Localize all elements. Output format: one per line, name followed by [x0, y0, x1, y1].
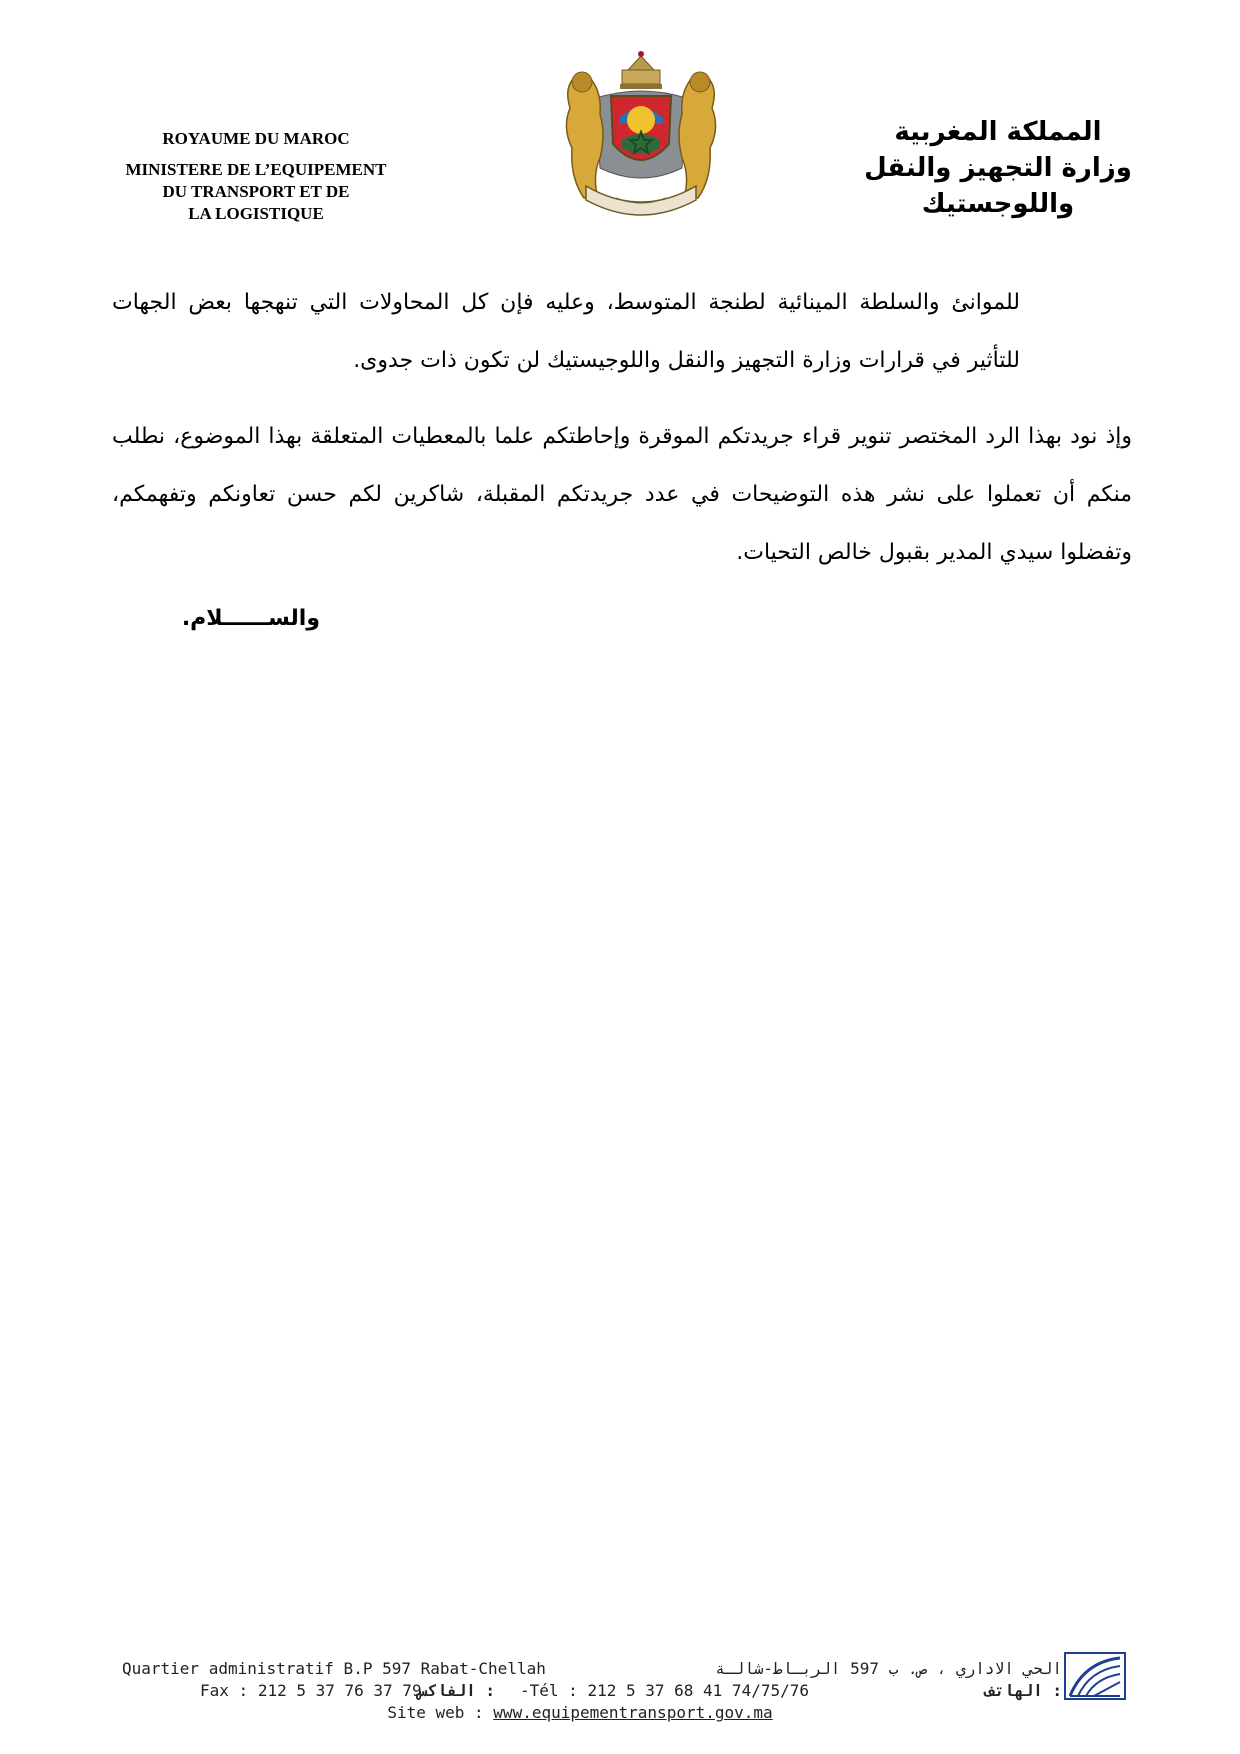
- tel-label-ar: : الهاتف: [984, 1681, 1062, 1700]
- moroccan-coat-of-arms-icon: [556, 48, 726, 220]
- right-lion-icon: [679, 72, 716, 198]
- ribbon-icon: [586, 186, 696, 215]
- crown-icon: [620, 51, 662, 89]
- paragraph-1: [112, 274, 1020, 390]
- tel-fr: [520, 1680, 809, 1702]
- ministry-fr-line3: LA LOGISTIQUE: [188, 204, 324, 223]
- ministry-ar-line1: وزارة التجهيز والنقل: [864, 153, 1132, 183]
- fax-label-fr: Fax :: [200, 1681, 249, 1700]
- fax-label-ar: : الفاكس: [418, 1681, 496, 1700]
- paragraph-2-line-2: منكم أن تعملوا على نشر هذه التوضيحات في عدد جريدتكم المقبلة، شاكرين لكم حسن تعاونكم وتفهمكم،: [112, 482, 1132, 507]
- ministry-ar-line2: واللوجستيك: [921, 189, 1075, 219]
- fax-number: 212 5 37 76 37 79: [257, 1681, 422, 1700]
- footer-site-row: [100, 1702, 1060, 1724]
- ministry-logo-icon: [1064, 1652, 1126, 1700]
- footer-address-row: [100, 1658, 1060, 1680]
- kingdom-ar: المملكة المغربية: [894, 117, 1102, 147]
- footer: [100, 1658, 1060, 1724]
- address-ar: الحي الاداري ، ص. ب 597 الربـاط-شالـة: [715, 1659, 1062, 1678]
- fax-fr: [200, 1680, 422, 1702]
- shield-icon: [611, 96, 671, 160]
- site-link[interactable]: www.equipementransport.gov.ma: [493, 1703, 773, 1722]
- paragraph-2-line-3: وتفضلوا سيدي المدير بقبول خالص التحيات.: [736, 540, 1132, 565]
- tel-label-fr: -Tél :: [520, 1681, 578, 1700]
- ministry-fr-line1: MINISTERE DE L’EQUIPEMENT: [125, 160, 387, 179]
- salutation: والســــــلام.: [181, 606, 320, 631]
- french-header: [96, 128, 416, 225]
- ministry-fr-line2: DU TRANSPORT ET DE: [162, 182, 350, 201]
- left-lion-icon: [566, 72, 603, 198]
- tel-number: 212 5 37 68 41 74/75/76: [587, 1681, 809, 1700]
- paragraph-2: [112, 408, 1132, 582]
- site-label: Site web :: [387, 1703, 484, 1722]
- footer-contact-row: [100, 1680, 1060, 1702]
- paragraph-2-line-1: وإذ نود بهذا الرد المختصر تنوير قراء جريدتكم الموقرة وإحاطتكم علما بالمعطيات المتعلقة بهذا الموضوع، نطلب: [112, 424, 1132, 449]
- paragraph-1-line-1: للموانئ والسلطة المينائية لطنجة المتوسط، وعليه فإن كل المحاولات التي تنهجها بعض الجهات: [112, 290, 1020, 315]
- arabic-header: [828, 114, 1168, 222]
- paragraph-1-line-2: للتأثير في قرارات وزارة التجهيز والنقل واللوجيستيك لن تكون ذات جدوى.: [353, 348, 1020, 373]
- address-fr: Quartier administratif B.P 597 Rabat-Chellah: [122, 1659, 546, 1678]
- kingdom-fr: ROYAUME DU MAROC: [162, 129, 350, 148]
